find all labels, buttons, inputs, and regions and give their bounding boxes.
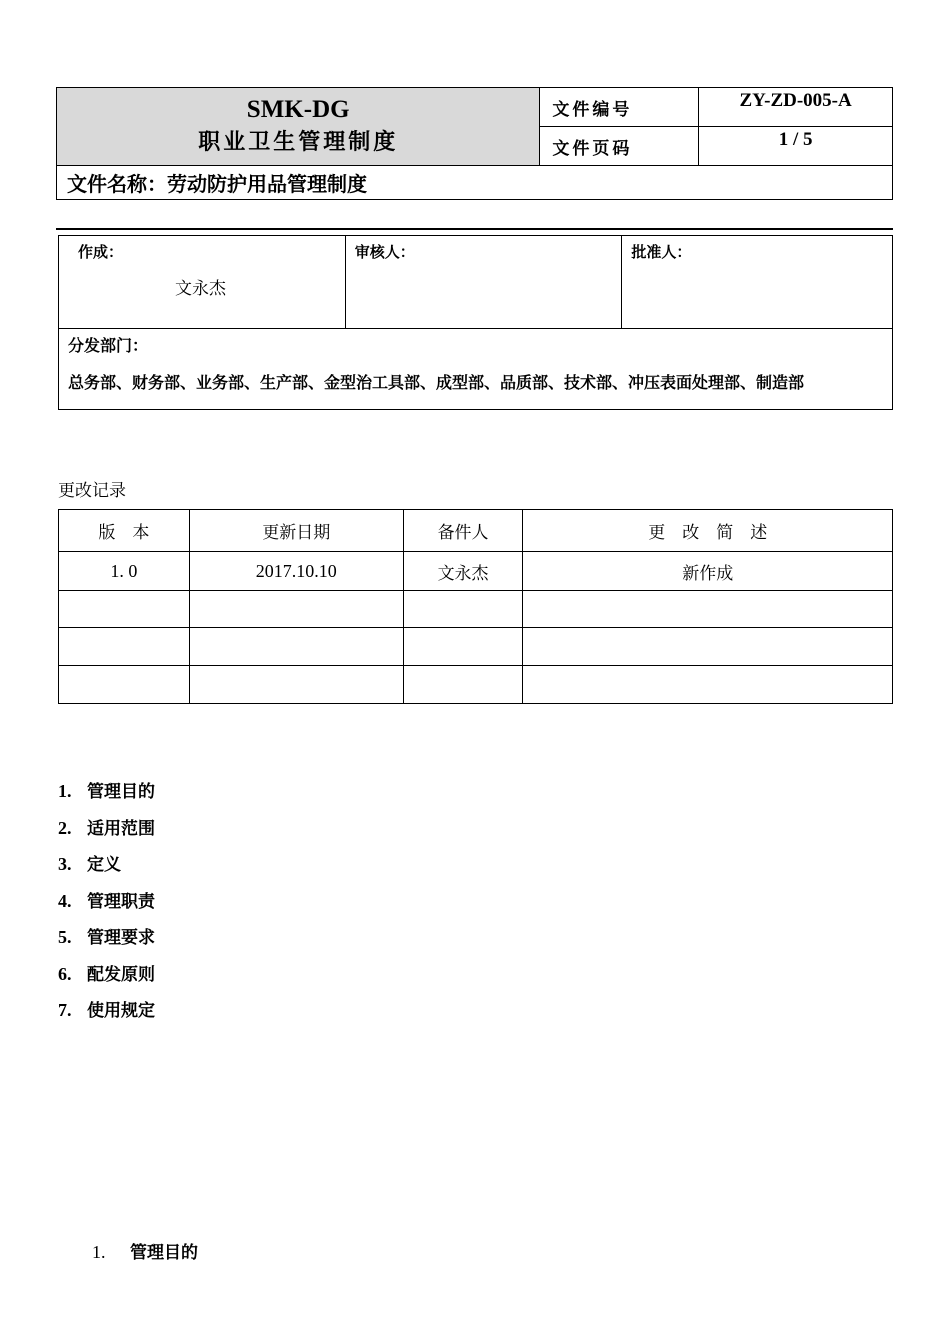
change-record-table (58, 509, 893, 704)
distribution-cell (59, 329, 893, 410)
toc-item (58, 996, 155, 1021)
table-row (59, 666, 893, 704)
file-name-label: 文件名称： (67, 172, 167, 196)
toc-item (58, 814, 155, 839)
toc-item-number: 5. (58, 927, 72, 947)
cell-summary (523, 628, 893, 666)
approver-label: 批准人： (631, 243, 692, 261)
change-record-title: 更改记录 (58, 481, 126, 501)
header-editor: 备件人 (403, 510, 523, 552)
file-name-value: 劳动防护用品管理制度 (167, 172, 367, 196)
cell-editor: 文永杰 (403, 552, 523, 591)
toc-item (58, 960, 155, 985)
cell-summary (523, 591, 893, 628)
table-row (59, 628, 893, 666)
cell-summary (523, 666, 893, 704)
toc-item-number: 3. (58, 854, 72, 874)
reviewer-cell (345, 236, 622, 329)
author-cell (59, 236, 346, 329)
toc-item (58, 923, 155, 948)
cell-date (189, 591, 403, 628)
toc-item (58, 777, 155, 802)
toc-item-title: 管理目的 (87, 782, 155, 802)
approver-cell (622, 236, 893, 329)
toc-item (58, 850, 121, 875)
section-title: 管理目的 (130, 1243, 198, 1263)
toc-item (58, 887, 155, 912)
author-label: 作成： (78, 243, 124, 261)
section-heading (92, 1238, 198, 1263)
header-date: 更新日期 (189, 510, 403, 552)
reviewer-label: 审核人： (354, 243, 415, 261)
table-header-row (59, 510, 893, 552)
author-name: 文永杰 (175, 279, 226, 299)
cell-version (59, 591, 190, 628)
cell-version (59, 628, 190, 666)
toc-item-number: 7. (58, 1000, 72, 1020)
cell-editor (403, 591, 523, 628)
table-row (59, 552, 893, 591)
distribution-label: 分发部门： (68, 336, 149, 355)
toc-item-number: 6. (58, 964, 72, 984)
toc-item-title: 适用范围 (87, 819, 155, 839)
toc-item-title: 使用规定 (87, 1001, 155, 1021)
page-number-value: 1 / 5 (699, 127, 893, 166)
file-name-row (57, 166, 893, 200)
cell-summary: 新作成 (523, 552, 893, 591)
toc-item-title: 管理职责 (87, 892, 155, 912)
toc-item-number: 4. (58, 891, 72, 911)
toc-item-number: 1. (58, 781, 72, 801)
cell-editor (403, 666, 523, 704)
toc-item-number: 2. (58, 818, 72, 838)
manual-title: 职业卫生管理制度 (198, 129, 399, 155)
cell-editor (403, 628, 523, 666)
toc-item-title: 定义 (87, 855, 121, 875)
toc-item-title: 配发原则 (87, 965, 155, 985)
page-number-label: 文件页码 (540, 127, 699, 166)
table-row (59, 591, 893, 628)
header-divider (56, 228, 893, 230)
doc-number-label: 文件编号 (540, 88, 699, 127)
cell-date (189, 628, 403, 666)
section-number: 1. (92, 1242, 106, 1262)
document-header-table (56, 87, 893, 200)
header-version: 版 本 (59, 510, 190, 552)
company-name: SMK-DG (246, 95, 350, 123)
cell-version (59, 666, 190, 704)
doc-number-value: ZY-ZD-005-A (699, 88, 893, 127)
toc-item-title: 管理要求 (87, 928, 155, 948)
cell-date: 2017.10.10 (189, 552, 403, 591)
header-title-cell (57, 88, 540, 166)
distribution-departments: 总务部、财务部、业务部、生产部、金型治工具部、成型部、品质部、技术部、冲压表面处理部、制造部 (68, 373, 805, 392)
signoff-table (58, 235, 893, 410)
header-summary: 更 改 简 述 (523, 510, 893, 552)
cell-date (189, 666, 403, 704)
cell-version: 1. 0 (59, 552, 190, 591)
